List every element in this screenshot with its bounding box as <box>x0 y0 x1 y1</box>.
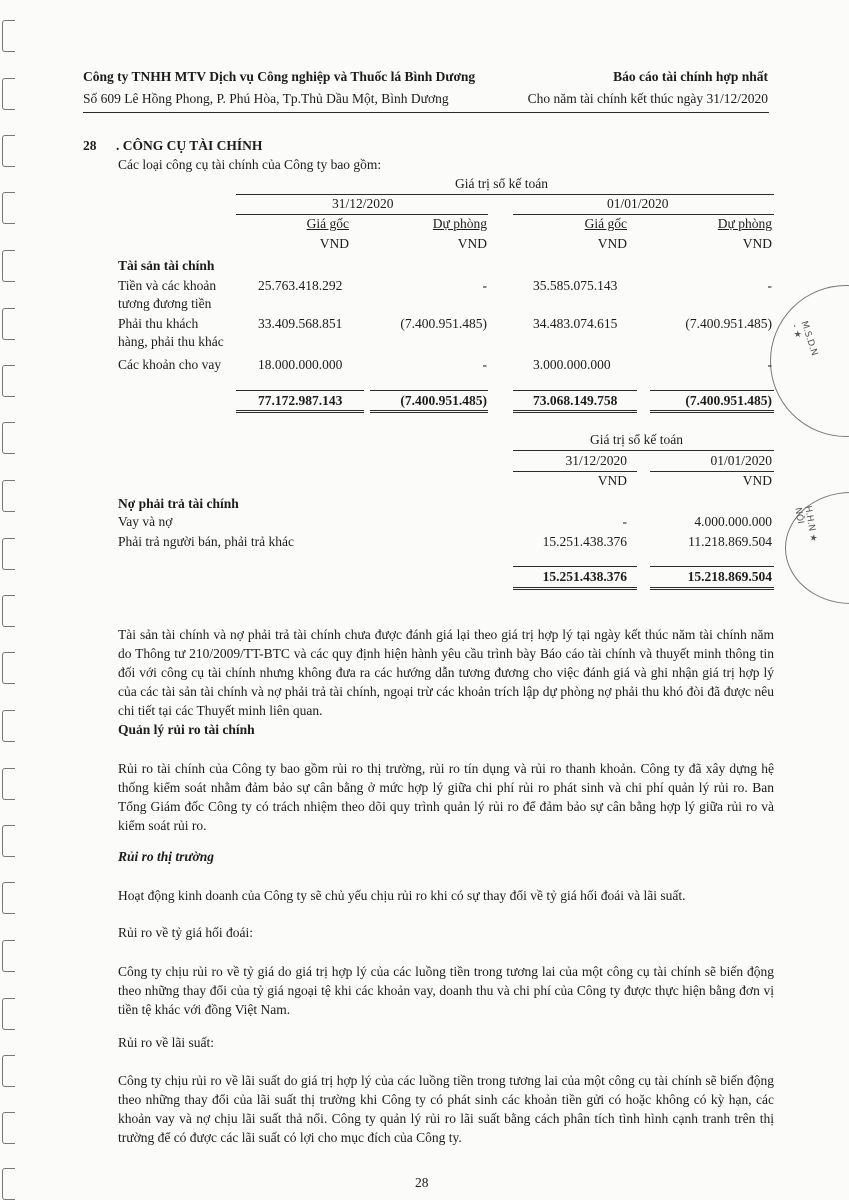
table-cell: - <box>767 278 772 293</box>
assets-unit-3: VND <box>597 236 627 251</box>
table-cell: 35.585.075.143 <box>533 278 618 293</box>
table-row-label: Các khoản cho vay <box>118 357 222 372</box>
assets-total-c1: 77.172.987.143 <box>258 393 343 408</box>
table-cell: 15.251.438.376 <box>542 534 627 549</box>
section-intro: Các loại công cụ tài chính của Công ty bao gồm: <box>118 157 382 172</box>
table-row-label: Phải thu khách <box>118 316 199 331</box>
assets-total-p2: (7.400.951.485) <box>685 393 772 408</box>
paragraph-fx-risk: Công ty chịu rủi ro về tỷ giá do giá trị hợp lý của các luồng tiền trong tương lai của một công cụ tài chính sẽ biến động theo những thay đổi của tỷ giá ngoại tệ khi các khoản vay, doanh thu và chi phí của Công ty được thực hiện bằng đơn vị tiền tệ khác với đồng Việt Nam. <box>118 964 774 1017</box>
paragraph-risk-management: Rủi ro tài chính của Công ty bao gồm rủi ro thị trường, rủi ro tín dụng và rủi ro thanh khoản. Công ty đã xây dựng hệ thống kiểm soát nhằm đảm bảo sự cân bằng ở mức hợp lý giữa chi phí rủi ro phát sinh và chi phí quản lý rủi ro. Ban Tổng Giám đốc Công ty có trách nhiệm theo dõi quy trình quản lý rủi ro để đảm bảo sự cân bằng hợp lý giữa rủi ro và kiểm soát rủi ro. <box>118 761 774 833</box>
liab-header-rule <box>513 450 774 451</box>
total-double-rule <box>370 410 488 413</box>
interest-risk-heading: Rủi ro về lãi suất: <box>118 1035 214 1050</box>
total-double-rule <box>650 587 774 590</box>
table-row-label: tương đương tiền <box>118 296 212 311</box>
table-row-label: Vay và nợ <box>118 514 173 529</box>
total-double-rule <box>513 410 637 413</box>
fx-risk-heading: Rủi ro về tỷ giá hối đoái: <box>118 925 253 940</box>
paragraph-fair-value: Tài sản tài chính và nợ phải trả tài chính chưa được đánh giá lại theo giá trị hợp lý tại ngày kết thúc năm tài chính năm do Thông tư 210/2009/TT-BTC và các quy định hiện hành yêu cầu trình bày Báo cáo tài chính và thuyết minh thông tin đối với công cụ tài chính nhưng không đưa ra các hướng dẫn tương đương cho việc đánh giá và ghi nhận giá trị hợp lý của các tài sản tài chính và nợ phải trả tài chính, ngoại trừ các khoản trích lập dự phòng nợ phải thu khó đòi đã được nêu chi tiết tại các Thuyết minh liên quan. <box>118 627 774 718</box>
table-cell: - <box>482 278 487 293</box>
total-double-rule <box>236 410 364 413</box>
assets-heading: Tài sản tài chính <box>118 258 215 273</box>
table-cell: - <box>482 357 487 372</box>
assets-col-prov-2: Dự phòng <box>717 216 772 231</box>
table-cell: (7.400.951.485) <box>685 316 772 331</box>
table-cell: 4.000.000.000 <box>694 514 772 529</box>
assets-col-prov-1: Dự phòng <box>432 216 487 231</box>
liab-unit-1: VND <box>597 473 627 488</box>
table-cell: 25.763.418.292 <box>258 278 343 293</box>
company-name: Công ty TNHH MTV Dịch vụ Công nghiệp và Thuốc lá Bình Dương <box>83 69 476 84</box>
total-rule <box>513 566 637 567</box>
assets-unit-2: VND <box>457 236 487 251</box>
seal-text-top: M.S.D.N - ★ <box>788 320 820 358</box>
table-cell: - <box>767 357 772 372</box>
assets-col-cost-2: Giá gốc <box>584 216 627 231</box>
assets-group-header: Giá trị sổ kế toán <box>455 176 548 191</box>
liab-period1-rule <box>513 471 637 472</box>
assets-header-rule <box>236 194 774 195</box>
table-cell: 33.409.568.851 <box>258 316 343 331</box>
liab-unit-2: VND <box>742 473 772 488</box>
market-risk-heading: Rủi ro thị trường <box>118 849 214 864</box>
liab-period1: 31/12/2020 <box>565 453 627 468</box>
liab-period2-rule <box>650 471 774 472</box>
assets-period2-rule <box>513 214 774 215</box>
report-period: Cho năm tài chính kết thúc ngày 31/12/2020 <box>527 91 768 106</box>
liab-period2: 01/01/2020 <box>710 453 772 468</box>
table-row-label: Phải trả người bán, phải trả khác <box>118 534 295 549</box>
paragraph-interest-risk: Công ty chịu rủi ro về lãi suất do giá trị hợp lý của các luồng tiền trong tương lai của một công cụ tài chính sẽ biến động theo những thay đổi của lãi suất thị trường khi Công ty có phát sinh các khoản tiền gửi có hoặc không có kỳ hạn, các khoản vay và nợ chịu lãi suất thả nổi. Công ty quản lý rủi ro lãi suất bằng cách phân tích tình hình cạnh tranh trên thị trường để có được các lãi suất có lợi cho mục đích của Công ty. <box>118 1073 774 1145</box>
table-cell: (7.400.951.485) <box>400 316 487 331</box>
assets-unit-4: VND <box>742 236 772 251</box>
section-number: 28 <box>83 138 97 153</box>
seal-text-bottom: H.H.N ★ NỘI <box>792 505 819 543</box>
total-rule <box>513 390 637 391</box>
liab-heading: Nợ phải trả tài chính <box>118 496 239 511</box>
risk-management-heading: Quản lý rủi ro tài chính <box>118 722 255 737</box>
table-cell: 34.483.074.615 <box>533 316 618 331</box>
assets-period1: 31/12/2020 <box>332 196 394 211</box>
total-double-rule <box>650 410 774 413</box>
table-row-label: Tiền và các khoản <box>118 278 217 293</box>
table-row-label: hàng, phải thu khác <box>118 334 224 349</box>
table-cell: 11.218.869.504 <box>688 534 772 549</box>
table-cell: 3.000.000.000 <box>533 357 611 372</box>
page-number: 28 <box>415 1175 429 1190</box>
total-rule <box>650 566 774 567</box>
assets-total-c2: 73.068.149.758 <box>533 393 618 408</box>
liab-total-v2: 15.218.869.504 <box>687 569 772 584</box>
assets-period1-rule <box>236 214 488 215</box>
company-address: Số 609 Lê Hồng Phong, P. Phú Hòa, Tp.Thủ Dầu Một, Bình Dương <box>83 91 449 106</box>
report-title: Báo cáo tài chính hợp nhất <box>613 69 768 84</box>
total-rule <box>370 390 488 391</box>
header-rule <box>83 112 769 113</box>
section-title: . CÔNG CỤ TÀI CHÍNH <box>116 138 263 153</box>
liab-group-header: Giá trị sổ kế toán <box>590 432 683 447</box>
paragraph-market-risk: Hoạt động kinh doanh của Công ty sẽ chủ yếu chịu rủi ro khi có sự thay đổi về tỷ giá hối đoái và lãi suất. <box>118 888 686 903</box>
table-cell: 18.000.000.000 <box>258 357 343 372</box>
total-double-rule <box>513 587 637 590</box>
assets-period2: 01/01/2020 <box>607 196 669 211</box>
liab-total-v1: 15.251.438.376 <box>542 569 627 584</box>
assets-col-cost-1: Giá gốc <box>306 216 349 231</box>
assets-total-p1: (7.400.951.485) <box>400 393 487 408</box>
table-cell: - <box>622 514 627 529</box>
assets-unit-1: VND <box>319 236 349 251</box>
total-rule <box>650 390 774 391</box>
total-rule <box>236 390 364 391</box>
